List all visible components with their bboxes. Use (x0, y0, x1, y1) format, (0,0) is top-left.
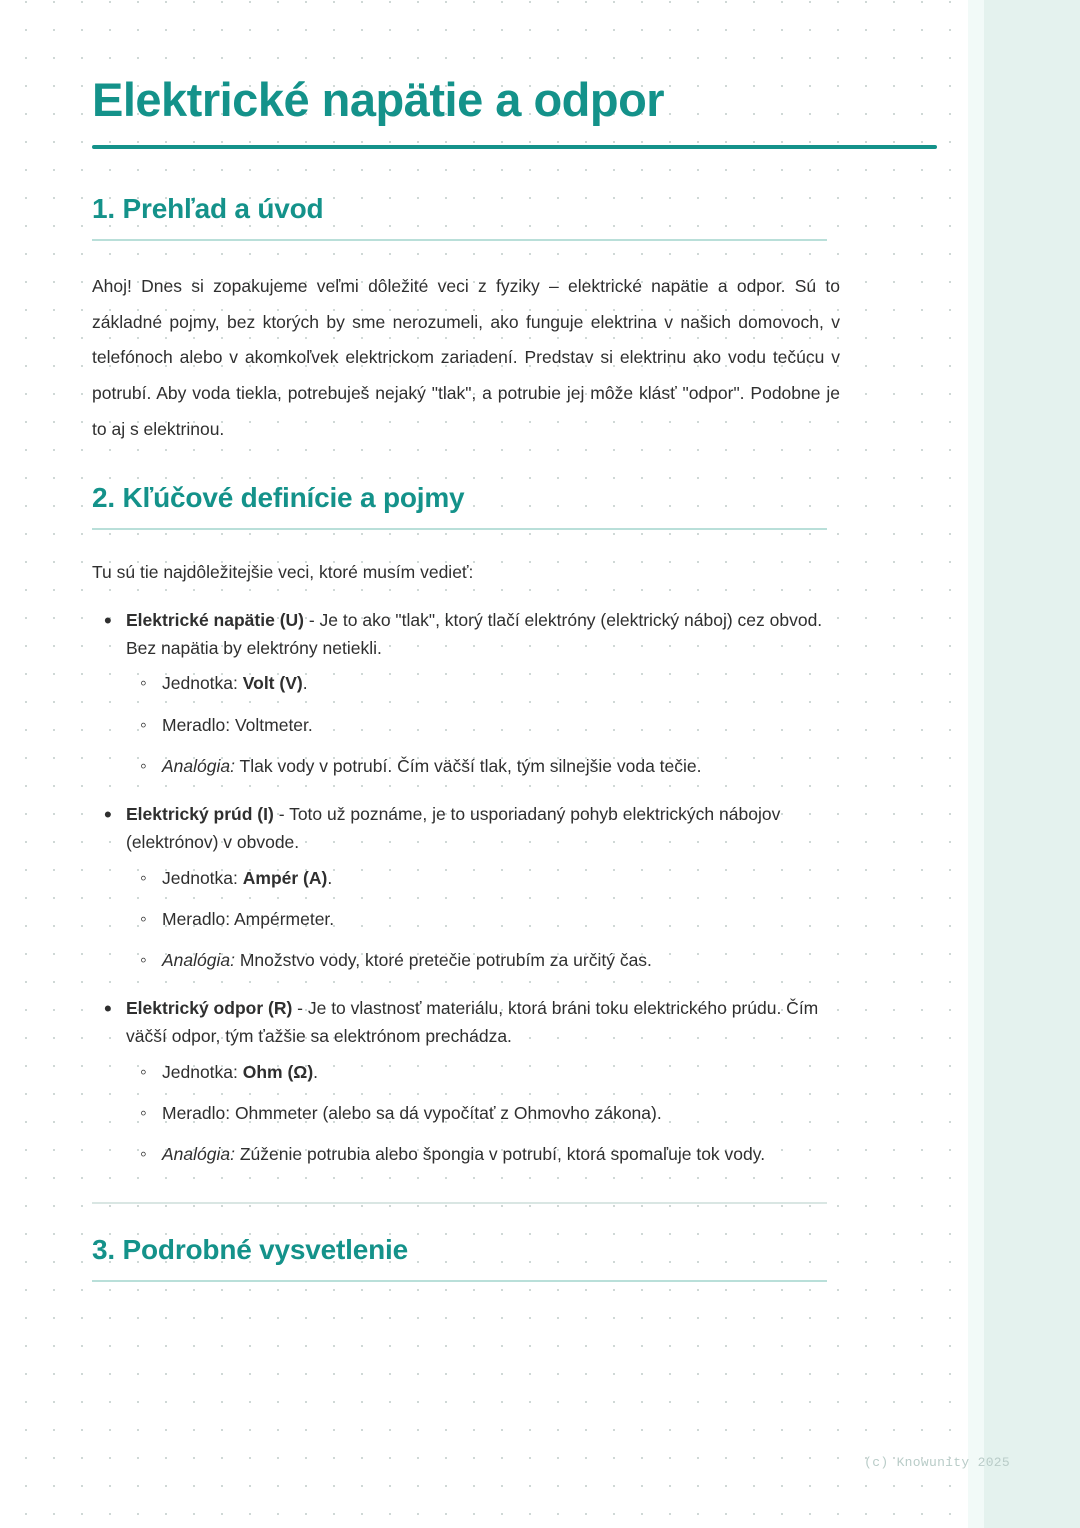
section-lead-2: Tu sú tie najdôležitejšie veci, ktoré musím vedieť: (92, 562, 474, 582)
term-text: - Je to vlastnosť materiálu, ktorá bráni toku elektrického prúdu. Čím väčší odpor, tým ťažšie sa elektrónom prechádza. (126, 997, 819, 1047)
page-title: Elektrické napätie a odpor (92, 73, 665, 126)
list-item (92, 606, 840, 780)
definitions-list (92, 606, 840, 1168)
section-heading-1: 1. Prehľad a úvod (92, 192, 324, 224)
section-separator (92, 1202, 827, 1204)
unit-tail: . (302, 673, 308, 694)
watermark: (c) Knowunity 2025 (864, 1455, 1010, 1470)
analogy-label: Analógia: (162, 1143, 235, 1164)
section-divider-3 (92, 1280, 827, 1282)
meter-text: Meradlo: Ohmmeter (alebo sa dá vypočítať z Ohmovho zákona). (162, 1102, 662, 1123)
term-definition (126, 994, 840, 1051)
meter-text: Meradlo: Voltmeter. (162, 714, 313, 735)
section-paragraph-1: Ahoj! Dnes si zopakujeme veľmi dôležité veci z fyziky – elektrické napätie a odpor. Sú to základné pojmy, bez ktorých by sme nerozumeli, ako funguje elektrina v našich domovoch, v telefónoch alebo v akomkoľvek elektrickom zariadení. Predstav si elektrinu ako vodu tečúcu v potrubí. Aby voda tiekla, potrebuješ nejaký "tlak", a potrubie jej môže klásť "odpor". Podobne je to aj s elektrinou. (92, 275, 840, 440)
section-divider-1 (92, 239, 827, 241)
sub-list-item (126, 1100, 840, 1127)
sub-list-item (126, 1141, 840, 1168)
sub-list (126, 865, 840, 974)
unit-label: Jednotka: (162, 1061, 243, 1082)
term-text: - Toto už poznáme, je to usporiadaný pohyb elektrických nábojov (elektrónov) v obvode. (126, 803, 781, 853)
document-content (92, 74, 840, 1310)
analogy-label: Analógia: (162, 755, 235, 776)
list-item (92, 994, 840, 1168)
unit-label: Jednotka: (162, 867, 243, 888)
analogy-text: Tlak vody v potrubí. Čím väčší tlak, tým silnejšie voda tečie. (234, 755, 702, 776)
term-definition (126, 800, 840, 857)
title-divider (92, 145, 937, 149)
sub-list-item (126, 1059, 840, 1086)
unit-value: Ampér (A) (242, 867, 328, 888)
unit-tail: . (327, 867, 333, 888)
sub-list-item (126, 865, 840, 892)
term-label: Elektrický odpor (R) (126, 997, 293, 1018)
sub-list-item (126, 906, 840, 933)
page-side-band (968, 0, 1080, 1528)
sub-list (126, 670, 840, 779)
term-label: Elektrické napätie (U) (126, 609, 304, 630)
section-heading-2: 2. Kľúčové definície a pojmy (92, 482, 465, 513)
sub-list (126, 1059, 840, 1168)
analogy-label: Analógia: (162, 949, 235, 970)
unit-value: Volt (V) (242, 673, 303, 694)
page-side-band-accent (968, 0, 984, 1528)
meter-text: Meradlo: Ampérmeter. (162, 908, 335, 929)
list-item (92, 800, 840, 974)
sub-list-item (126, 753, 840, 780)
analogy-text: Množstvo vody, ktoré pretečie potrubím za určitý čas. (234, 949, 652, 970)
sub-list-item (126, 947, 840, 974)
term-text: - Je to ako "tlak", ktorý tlačí elektróny (elektrický náboj) cez obvod. Bez napätia by elektróny netiekli. (126, 609, 823, 659)
analogy-text: Zúženie potrubia alebo špongia v potrubí, ktorá spomaľuje tok vody. (234, 1143, 766, 1164)
section-divider-2 (92, 528, 827, 530)
sub-list-item (126, 712, 840, 739)
unit-value: Ohm (Ω) (242, 1061, 314, 1082)
term-definition (126, 606, 840, 663)
section-heading-3: 3. Podrobné vysvetlenie (92, 1233, 408, 1265)
unit-label: Jednotka: (162, 673, 243, 694)
unit-tail: . (313, 1061, 319, 1082)
sub-list-item (126, 670, 840, 697)
term-label: Elektrický prúd (I) (126, 803, 274, 824)
